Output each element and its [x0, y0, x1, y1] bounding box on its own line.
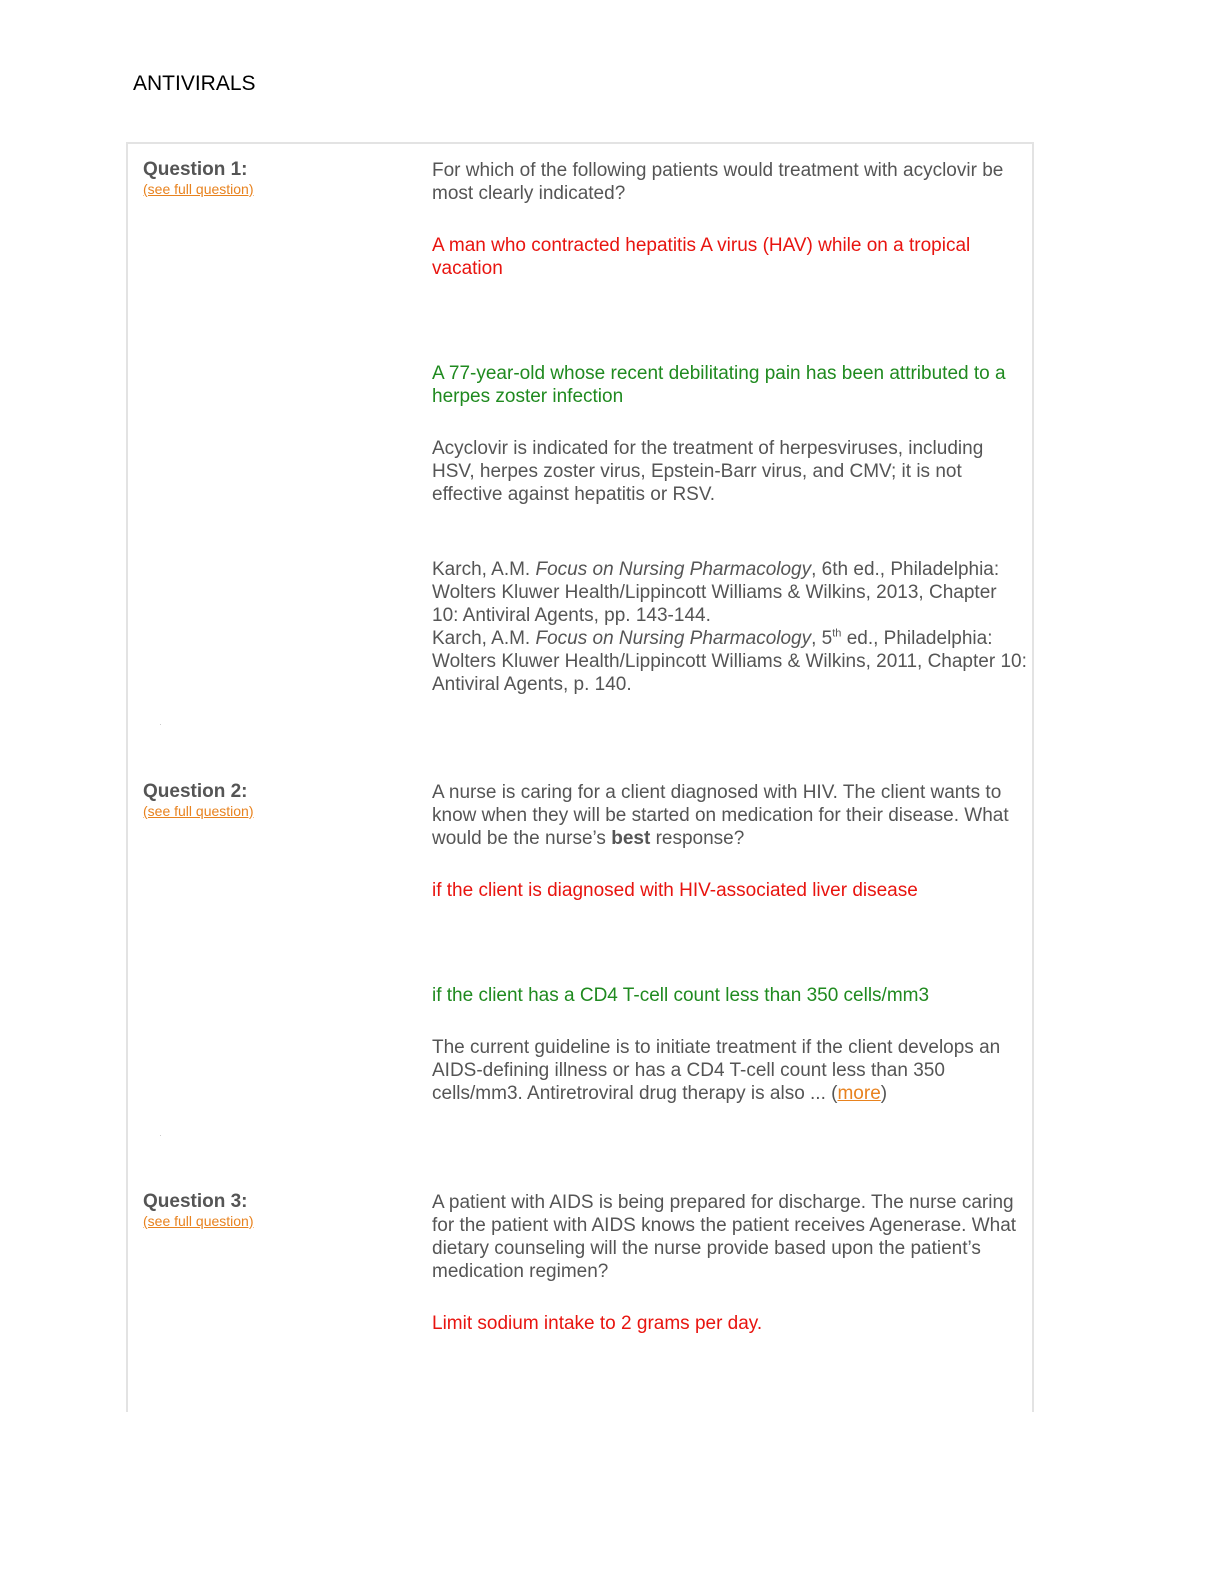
question-2-stem [432, 781, 1027, 850]
question-2-header [143, 781, 254, 820]
question-1-header [143, 159, 254, 198]
question-3-header [143, 1191, 254, 1230]
reference-details: ed., Philadelphia: Wolters Kluwer Health/Lippincott Williams & Wilkins, 2011, Chapter 10: Antiviral Agents, p. 140. [432, 628, 1027, 695]
question-2-rationale: The current guideline is to initiate treatment if the client develops an AIDS-defining illness or has a CD4 T-cell count less than 350 cells/mm3. Antiretroviral drug therapy is also ... (more) [432, 1037, 1001, 1104]
question-1-incorrect-answer: A man who contracted hepatitis A virus (HAV) while on a tropical vacation [432, 235, 971, 279]
separator-dot [160, 724, 161, 725]
question-2-incorrect-answer: if the client is diagnosed with HIV-associated liver disease [432, 880, 918, 901]
reference-book-title: Focus on Nursing Pharmacology [535, 559, 812, 580]
see-full-question-link[interactable]: (see full question) [143, 181, 254, 197]
reference-edition: , 5 [811, 628, 833, 649]
question-label: Question 3: [143, 1191, 248, 1212]
reference-author: Karch, A.M. [432, 559, 531, 580]
question-1-stem: For which of the following patients would treatment with acyclovir be most clearly indicated? [432, 160, 1004, 204]
stem-text: A nurse is caring for a client diagnosed with HIV. The client wants to know when they will be started on medication for their disease. What would be the nurse’s [432, 782, 1009, 849]
rationale-text: The current guideline is to initiate treatment if the client develops an AIDS-defining illness or has a CD4 T-cell count less than 350 cells/mm3. Antiretroviral drug therapy is also ... ( [432, 1037, 1001, 1104]
see-full-question-link[interactable]: (see full question) [143, 1213, 254, 1229]
stem-emphasis: best [611, 828, 651, 849]
question-3-stem: A patient with AIDS is being prepared for discharge. The nurse caring for the patient with AIDS knows the patient receives Agenerase. What dietary counseling will the nurse provide based upon the patient’s medication regimen? [432, 1192, 1017, 1282]
question-2-correct-answer: if the client has a CD4 T-cell count less than 350 cells/mm3 [432, 985, 930, 1006]
more-link[interactable]: more [837, 1083, 881, 1104]
question-3-incorrect-answer: Limit sodium intake to 2 grams per day. [432, 1313, 763, 1334]
question-1-correct-answer: A 77-year-old whose recent debilitating pain has been attributed to a herpes zoster infection [432, 363, 1006, 407]
stem-text-end: response? [650, 828, 745, 849]
document-title: ANTIVIRALS [133, 72, 256, 95]
see-full-question-link[interactable]: (see full question) [143, 803, 254, 819]
question-label: Question 1: [143, 159, 248, 180]
separator-dot [160, 1135, 161, 1136]
question-1-reference-1 [432, 558, 1027, 627]
question-1-rationale: Acyclovir is indicated for the treatment of herpesviruses, including HSV, herpes zoster virus, Epstein-Barr virus, and CMV; it is not effective against hepatitis or RSV. [432, 438, 984, 505]
reference-author: Karch, A.M. [432, 628, 531, 649]
reference-details: , 6th ed., Philadelphia: Wolters Kluwer Health/Lippincott Williams & Wilkins, 2013, Chapter 10: Antiviral Agents, pp. 143-144. [432, 559, 1000, 626]
question-label: Question 2: [143, 781, 248, 802]
reference-book-title: Focus on Nursing Pharmacology [535, 628, 812, 649]
reference-edition-suffix: th [832, 627, 842, 640]
question-1-reference-2 [432, 627, 1027, 696]
